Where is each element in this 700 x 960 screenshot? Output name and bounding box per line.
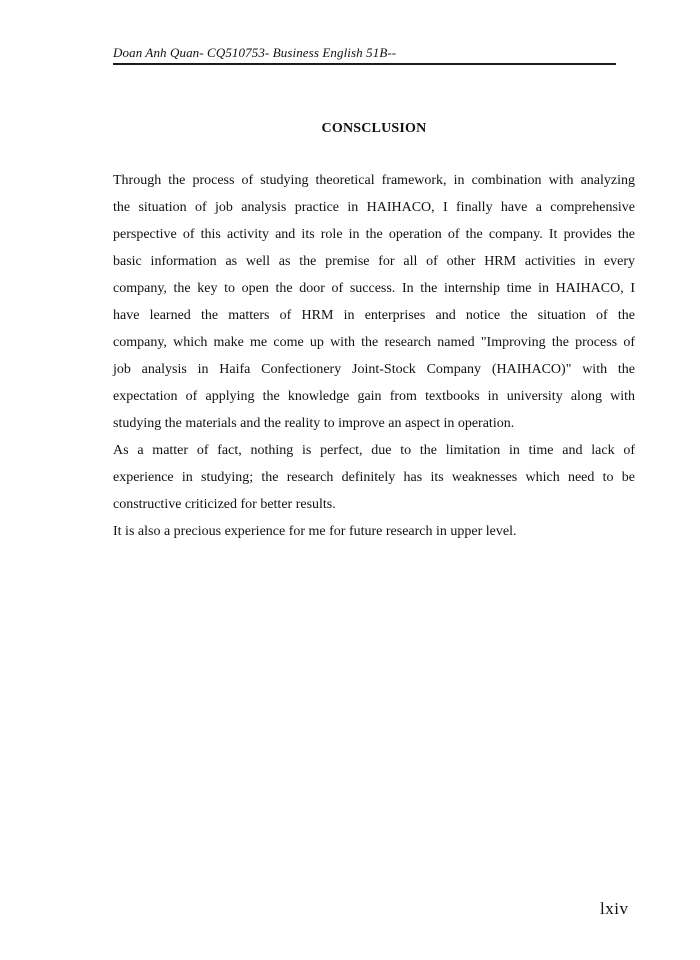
- text-line: Through the process of studying theoretical framework, in combination with analyzing: [113, 173, 635, 188]
- text-line: constructive criticized for better results.: [113, 497, 336, 512]
- text-line: It is also a precious experience for me for future research in upper level.: [113, 524, 517, 539]
- text-line: company, which make me come up with the research named "Improving the process of: [113, 335, 635, 350]
- body-text: [113, 167, 635, 545]
- text-line: have learned the matters of HRM in enterprises and notice the situation of the: [113, 308, 635, 323]
- text-line: experience in studying; the research definitely has its weaknesses which need to be: [113, 470, 635, 485]
- text-line: the situation of job analysis practice in HAIHACO, I finally have a comprehensive: [113, 200, 635, 215]
- text-line: expectation of applying the knowledge gain from textbooks in university along with: [113, 389, 635, 404]
- text-line: As a matter of fact, nothing is perfect, due to the limitation in time and lack of: [113, 443, 635, 458]
- text-line: company, the key to open the door of success. In the internship time in HAIHACO, I: [113, 281, 635, 296]
- text-line: studying the materials and the reality to improve an aspect in operation.: [113, 416, 515, 431]
- text-line: basic information as well as the premise for all of other HRM activities in every: [113, 254, 635, 269]
- text-line: perspective of this activity and its role in the operation of the company. It provides the: [113, 227, 635, 242]
- text-line: job analysis in Haifa Confectionery Joint-Stock Company (HAIHACO)" with the: [113, 362, 635, 377]
- section-title: CONSCLUSION: [321, 121, 427, 136]
- page-number: lxiv: [600, 899, 629, 918]
- page-header: [113, 44, 616, 65]
- header-text: Doan Anh Quan- CQ510753- Business English 51B--: [113, 45, 397, 60]
